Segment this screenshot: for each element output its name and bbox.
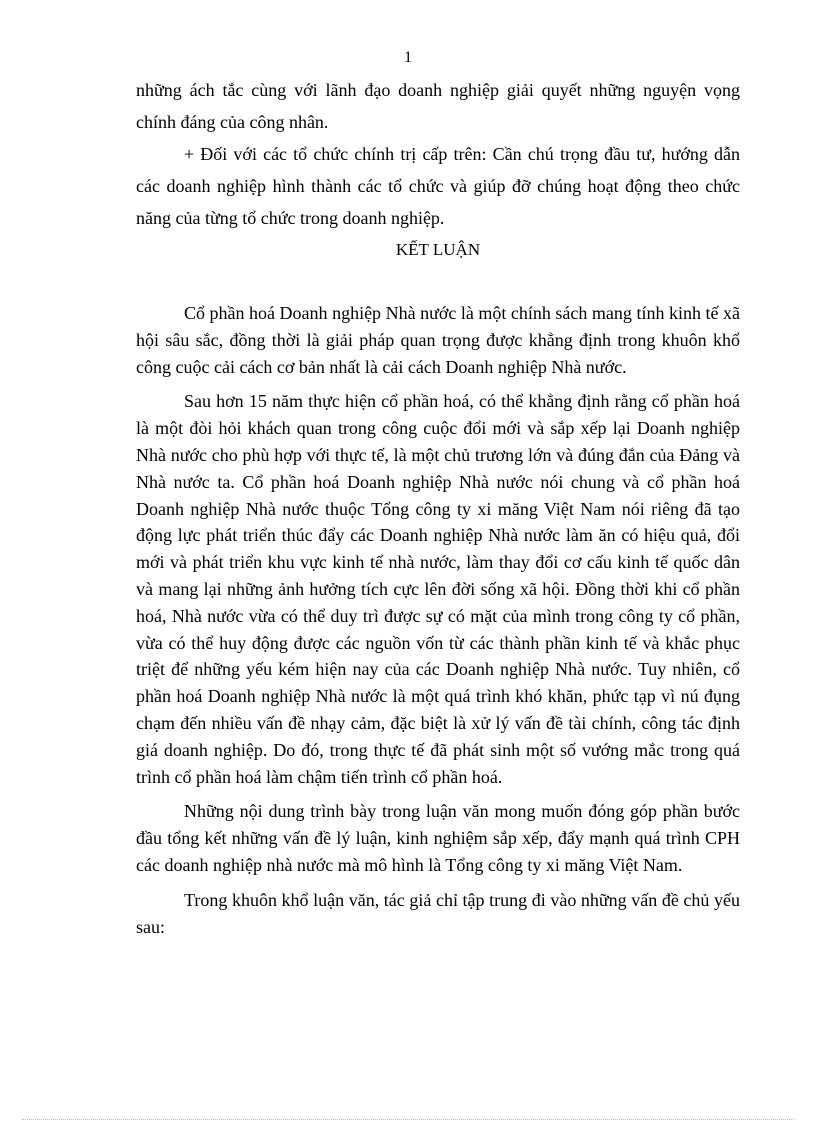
- document-body: [136, 74, 740, 940]
- section-title: KẾT LUẬN: [395, 240, 481, 259]
- intro-paragraph-1: những ách tắc cùng với lãnh đạo doanh nghiệp giải quyết những nguyện vọng chính đáng của công nhân.: [136, 80, 740, 132]
- conclusion-paragraph-2: Sau hơn 15 năm thực hiện cổ phần hoá, có thể khẳng định rằng cổ phần hoá là một đòi hỏi khách quan trong công cuộc đổi mới và sắp xếp lại Doanh nghiệp Nhà nước cho phù hợp với thực tế, là một chủ trương lớn và đúng đắn của Đảng và Nhà nước ta. Cổ phần hoá Doanh nghiệp Nhà nước nói chung và cổ phần hoá Doanh nghiệp Nhà nước thuộc Tổng công ty xi măng Việt Nam nói riêng đã tạo động lực phát triển thúc đẩy các Doanh nghiệp Nhà nước làm ăn có hiệu quả, đổi mới và phát triển khu vực kinh tế nhà nước, làm thay đổi cơ cấu kinh tế quốc dân và mang lại những ảnh hưởng tích cực lên đời sống xã hội. Đồng thời khi cổ phần hoá, Nhà nước vừa có thể duy trì được sự có mặt của mình trong công ty cổ phần, vừa có thể huy động được các nguồn vốn từ các thành phần kinh tế và khắc phục triệt để những yếu kém hiện nay của các Doanh nghiệp Nhà nước. Tuy nhiên, cổ phần hoá Doanh nghiệp Nhà nước là một quá trình khó khăn, phức tạp vì nú đụng chạm đến nhiều vấn đề nhạy cảm, đặc biệt là xử lý vấn đề tài chính, công tác định giá doanh nghiệp. Do đó, trong thực tế đã phát sinh một số vướng mắc trong quá trình cổ phần hoá làm chậm tiến trình cổ phần hoá.: [136, 391, 740, 787]
- page-number: 1: [404, 49, 412, 66]
- spacer: [136, 266, 740, 300]
- page-bottom-divider: [22, 1119, 794, 1120]
- conclusion-paragraph-3: Những nội dung trình bày trong luận văn mong muốn đóng góp phần bước đầu tổng kết những vấn đề lý luận, kinh nghiệm sắp xếp, đẩy mạnh quá trình CPH các doanh nghiệp nhà nước mà mô hình là Tổng công ty xi măng Việt Nam.: [136, 801, 740, 875]
- intro-paragraph-2: + Đối với các tổ chức chính trị cấp trên: Cần chú trọng đầu tư, hướng dẫn các doanh nghiệp hình thành các tổ chức và giúp đỡ chúng hoạt động theo chức năng của từng tổ chức trong doanh nghiệp.: [136, 144, 740, 228]
- conclusion-paragraph-1: Cổ phần hoá Doanh nghiệp Nhà nước là một chính sách mang tính kinh tế xã hội sâu sắc, đồng thời là giải pháp quan trọng được khẳng định trong khuôn khổ công cuộc cải cách cơ bản nhất là cải cách Doanh nghiệp Nhà nước.: [136, 303, 740, 377]
- conclusion-paragraph-4: Trong khuôn khổ luận văn, tác giả chỉ tập trung đi vào những vấn đề chủ yếu sau:: [136, 889, 740, 937]
